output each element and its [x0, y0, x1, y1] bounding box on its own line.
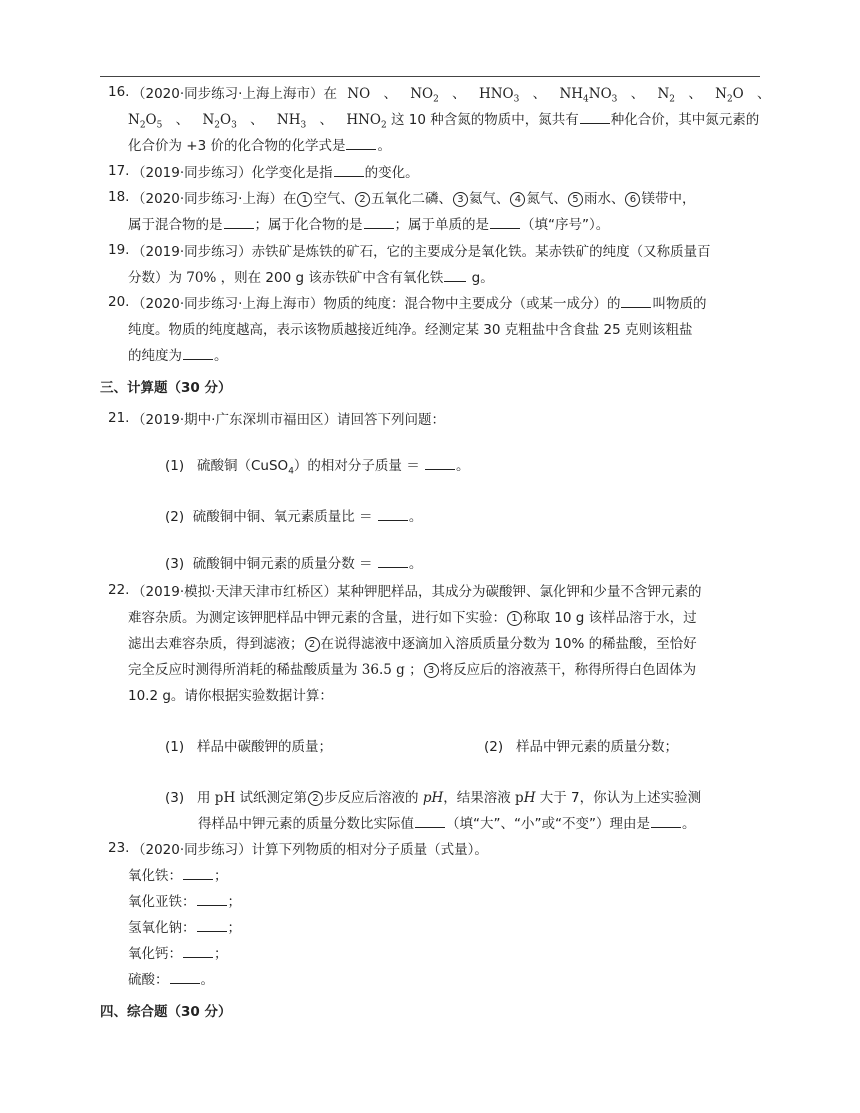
list-item: 氧化铁： ；	[128, 868, 228, 884]
header-rule	[100, 76, 760, 77]
answer-blank[interactable]	[346, 137, 376, 150]
answer-blank[interactable]	[415, 815, 445, 828]
sub-question-3: (3) 用 pH 试纸测定第 2 步反应后溶液的 pH，结果溶液 pH 大于 7，你认为上述实验测	[165, 790, 702, 806]
answer-blank[interactable]	[580, 111, 610, 124]
sub-question-1: (1) 样品中碳酸钾的质量；	[165, 739, 332, 755]
list-item: 氧化亚铁： ；	[128, 894, 241, 910]
sub-question-2: (2) 硫酸铜中铜、氧元素质量比 ＝ 。	[165, 509, 423, 525]
sub-question-2: (2) 样品中钾元素的质量分数；	[484, 739, 678, 755]
answer-blank[interactable]	[378, 555, 408, 568]
answer-blank[interactable]	[621, 295, 651, 308]
answer-blank[interactable]	[183, 347, 213, 360]
answer-blank[interactable]	[444, 269, 466, 282]
question-number: 18.	[108, 189, 130, 205]
question-number: 21.	[108, 410, 130, 426]
section-heading-4: 四、综合题（30 分）	[100, 1004, 232, 1020]
question-number: 19.	[108, 242, 130, 258]
question-number: 16.	[108, 84, 130, 100]
list-item: 氢氧化钠： ；	[128, 920, 241, 936]
question-16-line-3: 化合价为 +3 价的化合物的化学式是 。	[128, 138, 391, 154]
section-heading-3: 三、计算题（30 分）	[100, 380, 232, 396]
sub-question-1: (1) 硫酸铜（CuSO$_4$）的相对分子质量 ＝ 。	[165, 458, 470, 477]
answer-blank[interactable]	[197, 893, 227, 906]
answer-blank[interactable]	[378, 508, 408, 521]
list-item: 氧化钙： ；	[128, 946, 228, 962]
sub-question-3: (3) 硫酸铜中铜元素的质量分数 ＝ 。	[165, 556, 423, 572]
answer-blank[interactable]	[651, 815, 681, 828]
answer-blank[interactable]	[170, 971, 200, 984]
question-16-line-1: （2020·同步练习·上海上海市）在 NO 、 $NO_2$ 、 $HNO_3$ 、 $NH_4NO_3$ 、 $N_2$ 、 $N_2O$ 、	[132, 86, 771, 105]
answer-blank[interactable]	[183, 945, 213, 958]
answer-blank[interactable]	[224, 216, 254, 229]
question-number: 17.	[108, 163, 130, 179]
list-item: 硫酸： 。	[128, 972, 214, 988]
answer-blank[interactable]	[183, 867, 213, 880]
answer-blank[interactable]	[197, 919, 227, 932]
answer-blank[interactable]	[425, 457, 455, 470]
question-number: 23.	[108, 840, 130, 856]
answer-blank[interactable]	[364, 216, 394, 229]
question-number: 22.	[108, 582, 130, 598]
question-number: 20.	[108, 294, 130, 310]
answer-blank[interactable]	[334, 164, 364, 177]
question-16-line-2: $N_2O_5$ 、 $N_2O_3$ 、 $NH_3$ 、 $HNO_2$ 这 10 种含氮的物质中，氮共有 种化合价，其中氮元素的	[128, 112, 760, 131]
answer-blank[interactable]	[490, 216, 520, 229]
